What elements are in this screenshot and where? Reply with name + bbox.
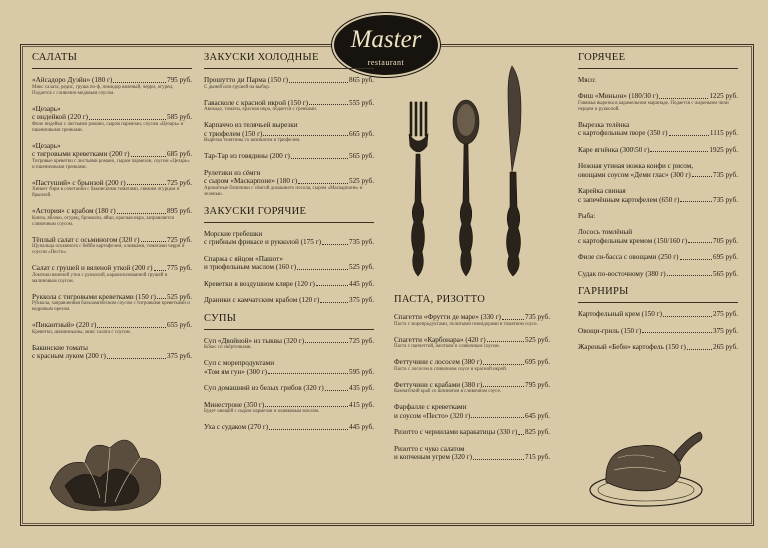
menu-item-price: 895 руб. xyxy=(166,207,192,215)
dot-leader xyxy=(642,332,712,333)
menu-item-price: 595 руб. xyxy=(348,367,374,376)
dot-leader xyxy=(309,104,348,105)
fish-label: Рыба: xyxy=(578,212,596,220)
dot-leader xyxy=(483,364,524,365)
menu-item-row xyxy=(32,76,192,85)
menu-item xyxy=(394,313,550,328)
pasta-column xyxy=(394,294,550,470)
menu-item-name: «Пикантный» (220 г) xyxy=(32,321,97,329)
menu-item-row xyxy=(578,327,738,336)
menu-item-row xyxy=(32,293,192,302)
menu-item-row xyxy=(394,381,550,390)
menu-item-price: 725 руб. xyxy=(348,336,374,345)
dot-leader xyxy=(669,135,709,136)
menu-item xyxy=(32,293,192,314)
menu-item-name: Прошутто ди Парма (150 г) xyxy=(204,76,289,84)
menu-item-name: «Том ям гун» (300 г) xyxy=(204,367,267,376)
menu-item-name: Каре ягнёнка (300\50 г) xyxy=(578,145,650,154)
menu-item-name: Драники с камчатским крабом (120 г) xyxy=(204,296,320,304)
menu-item xyxy=(204,296,374,305)
menu-item-price: 725 руб. xyxy=(166,178,192,187)
menu-item-price: 725 руб. xyxy=(166,235,192,244)
dot-leader xyxy=(297,269,348,270)
dot-leader xyxy=(487,341,524,342)
pasta-list xyxy=(394,313,550,462)
menu-item xyxy=(578,92,738,113)
menu-item-description: Ломтики вяленой утки с рукколой, карамелизованной грушей и малиновым соусом. xyxy=(32,272,168,284)
dot-leader xyxy=(97,327,166,328)
logo-brand: Master xyxy=(350,26,422,53)
menu-item xyxy=(32,142,192,171)
menu-item-price: 795 руб. xyxy=(166,76,192,84)
meat-list xyxy=(578,92,738,204)
menu-item xyxy=(32,264,192,285)
menu-item-name: овощами соусом «Деми глас» (300 г) xyxy=(578,170,691,179)
menu-item-title-line: Фарфалле с креветками xyxy=(394,403,467,411)
menu-item-price: 735 руб. xyxy=(712,170,738,179)
menu-item-row xyxy=(204,368,374,377)
menu-item xyxy=(578,343,738,352)
menu-item-description: Вырезка телятины со шпинатом и трюфелем. xyxy=(204,138,301,143)
menu-item-price: 715 руб. xyxy=(524,453,550,461)
menu-item xyxy=(394,381,550,396)
menu-item-row xyxy=(204,423,374,432)
menu-item-name: Суп домашний из белых грибов (320 г) xyxy=(204,384,324,392)
pasta-heading: ПАСТА, РИЗОТТО xyxy=(394,294,486,305)
menu-item xyxy=(394,336,550,351)
menu-item-row xyxy=(32,150,192,159)
dot-leader xyxy=(131,156,166,157)
salads-list xyxy=(32,76,192,361)
menu-item-name: и трюфельным маслом (160 г) xyxy=(204,263,297,271)
menu-item-price: 735 руб. xyxy=(712,195,738,204)
dot-leader xyxy=(483,386,524,387)
menu-item xyxy=(204,76,374,91)
menu-item-price: 525 руб. xyxy=(524,335,550,344)
salads-column xyxy=(32,52,192,369)
menu-item-title-line: Лосось томлёный xyxy=(578,228,633,236)
cold-appetizers-heading: ЗАКУСКИ ХОЛОДНЫЕ xyxy=(204,52,374,69)
menu-item-row xyxy=(204,296,374,305)
menu-item xyxy=(578,327,738,336)
menu-item-row xyxy=(394,336,550,345)
spoon-icon xyxy=(453,100,479,276)
menu-item-name: Креветки в воздушном кляре (120 г) xyxy=(204,279,315,288)
dot-leader xyxy=(650,151,708,152)
fork-icon xyxy=(409,102,428,276)
menu-item-name: «Астория» с крабом (180 г) xyxy=(32,207,116,215)
menu-item xyxy=(204,121,374,144)
menu-item xyxy=(204,169,374,198)
menu-item-row xyxy=(578,196,738,205)
menu-item-description: Паста с панчеттой, желтком и сливочным соусом. xyxy=(394,344,500,349)
menu-item-description: Кокос со свёрточками. xyxy=(204,345,252,350)
menu-item xyxy=(394,358,550,373)
menu-item-title-line: Нежная утиная ножка конфи с рисом, xyxy=(578,162,694,170)
menu-item xyxy=(394,445,550,462)
menu-item-name: «Пастуший» с брынзой (200 г) xyxy=(32,178,126,187)
dot-leader xyxy=(157,298,166,299)
menu-item-row xyxy=(394,358,550,367)
menu-item-price: 525 руб. xyxy=(166,292,192,301)
menu-item-price: 655 руб. xyxy=(166,321,192,329)
menu-item xyxy=(578,228,738,245)
dot-leader xyxy=(502,319,524,320)
menu-item-row xyxy=(578,310,738,319)
logo-subtitle: restaurant xyxy=(367,58,405,67)
menu-item-row xyxy=(204,76,374,85)
menu-item xyxy=(204,99,374,114)
menu-item-price: 525 руб. xyxy=(348,177,374,185)
menu-item-row xyxy=(394,313,550,322)
menu-item xyxy=(32,105,192,134)
menu-item-description: Руккола, заправленная бальзамическим соусом с тигровыми креветками и кедровым орехом. xyxy=(32,301,190,312)
menu-item-description: С дыней или грушей на выбор. xyxy=(204,84,271,90)
menu-item-description: Ароматные блинчики с сёмгой домашнего посола, сыром «Маскарпоне» и зеленью. xyxy=(204,185,363,197)
menu-item-row xyxy=(204,401,374,410)
dot-leader xyxy=(305,342,348,343)
menu-item-description: Креветки, шампиньоны, микс салата с соусом. xyxy=(32,329,131,335)
menu-item-title-line: «Цезарь» xyxy=(32,141,61,150)
menu-item-title-line: «Цезарь» xyxy=(32,104,61,113)
menu-item-row xyxy=(204,337,374,346)
menu-item-name: Жареный «Беби» картофель (150 г) xyxy=(578,343,686,351)
menu-item-name: Салат с грушей и вяленой уткой (200 г) xyxy=(32,264,153,272)
menu-item xyxy=(32,76,192,97)
menu-item-name: Спагетти «Карбонара» (420 г) xyxy=(394,335,486,344)
menu-item-price: 375 руб. xyxy=(166,352,192,360)
dot-leader xyxy=(113,82,166,83)
menu-item-row xyxy=(32,113,192,122)
dot-leader xyxy=(298,183,348,184)
soups-list xyxy=(204,337,374,432)
dot-leader xyxy=(680,201,712,202)
lettuce-illustration xyxy=(40,418,170,518)
dot-leader xyxy=(291,158,348,159)
menu-item xyxy=(204,423,374,432)
menu-item-name: и соусом «Песто» (320 г) xyxy=(394,411,471,420)
menu-item-row xyxy=(204,280,374,289)
menu-item-name: Филе си-басса с овощами (250 г) xyxy=(578,253,679,261)
menu-item-price: 375 руб. xyxy=(712,326,738,335)
menu-item-price: 685 руб. xyxy=(166,150,192,158)
menu-item xyxy=(32,321,192,336)
menu-item-price: 565 руб. xyxy=(712,269,738,278)
menu-item-name: с картофельным кремом (150/160 г) xyxy=(578,236,688,245)
menu-item xyxy=(32,236,192,257)
dot-leader xyxy=(473,459,524,460)
menu-item xyxy=(32,344,192,361)
menu-item xyxy=(578,162,738,179)
menu-item-row xyxy=(204,99,374,108)
menu-item-title-line: Карпаччо из телячьей вырезки xyxy=(204,121,298,129)
menu-item-row xyxy=(204,177,374,186)
menu-item-price: 375 руб. xyxy=(348,296,374,304)
menu-item xyxy=(578,146,738,155)
menu-item-price: 555 руб. xyxy=(348,98,374,107)
dot-leader xyxy=(127,184,166,185)
menu-item-name: Минестроне (350 г) xyxy=(204,400,265,409)
menu-item-row xyxy=(32,179,192,188)
menu-item-price: 865 руб. xyxy=(348,76,374,84)
menu-item-name: Фиш «Миньон» (180/30 г) xyxy=(578,92,659,100)
menu-item-name: Ризотто с чернилами каракатицы (330 г) xyxy=(394,428,518,436)
menu-item xyxy=(204,401,374,416)
cold-appetizers-list xyxy=(204,76,374,198)
mains-heading: ГОРЯЧЕЕ xyxy=(578,52,738,69)
menu-item-row xyxy=(394,453,550,462)
menu-item-name: Гавасколе с красной икрой (150 г) xyxy=(204,98,309,107)
menu-item xyxy=(394,428,550,437)
menu-item xyxy=(578,270,738,279)
dot-leader xyxy=(269,429,348,430)
menu-item-name: с красным луком (200 г) xyxy=(32,352,106,360)
menu-item-description: Тигровые креветки с листьями романо, сыром пармезан, соусом «Цезарь» и пшеничными гренками. xyxy=(32,158,190,170)
menu-item xyxy=(204,255,374,272)
dot-leader xyxy=(518,434,524,435)
menu-item-price: 265 руб. xyxy=(712,343,738,351)
menu-item-title-line: Карейка свиная xyxy=(578,187,626,195)
menu-item-description: Камчатский краб со шпинатом в сливочном соусе. xyxy=(394,389,502,394)
menu-item-name: Феттучини с лососем (380 г) xyxy=(394,358,483,366)
menu-item-price: 415 руб. xyxy=(348,400,374,409)
menu-item-row xyxy=(32,236,192,245)
menu-item xyxy=(204,152,374,161)
menu-item-price: 735 руб. xyxy=(348,238,374,246)
menu-item-row xyxy=(578,146,738,155)
dot-leader xyxy=(663,316,712,317)
menu-item-name: Феттучини с крабами (380 г) xyxy=(394,380,483,389)
menu-item-title-line: Рулетики из сёмги xyxy=(204,168,261,177)
dot-leader xyxy=(680,259,712,260)
menu-item-row xyxy=(32,207,192,216)
dot-leader xyxy=(265,406,348,407)
dot-leader xyxy=(89,119,166,120)
dot-leader xyxy=(268,373,348,374)
menu-item-price: 445 руб. xyxy=(348,423,374,431)
menu-item-row xyxy=(394,412,550,421)
menu-item-description: Микс салата, редис, груша по-ф, помидор вяленый, черри, огурец. Подается с сливочно-медовым соусом. xyxy=(32,84,174,96)
menu-item-row xyxy=(578,92,738,101)
menu-item-name: Судак по-восточному (380 г) xyxy=(578,269,666,278)
menu-item-name: и копченым угрем (320 г) xyxy=(394,453,473,461)
menu-item-name: Уха с судаком (270 г) xyxy=(204,423,269,431)
menu-item-row xyxy=(578,129,738,138)
menu-item-description: Филе индейки с листьями романо, сыром пармезан, соусом «Цезарь» и пшеничными гренками. xyxy=(32,121,184,133)
menu-item xyxy=(578,187,738,204)
garnish-list xyxy=(578,310,738,352)
menu-item-price: 525 руб. xyxy=(348,263,374,271)
menu-item-row xyxy=(578,253,738,262)
menu-item xyxy=(204,280,374,289)
menu-item xyxy=(32,207,192,228)
menu-item-row xyxy=(204,130,374,139)
menu-item-price: 435 руб. xyxy=(348,384,374,392)
menu-item-title-line: Морские гребешки xyxy=(204,229,263,238)
menu-item-price: 645 руб. xyxy=(524,411,550,420)
dot-leader xyxy=(687,349,712,350)
menu-item-name: с сыром «Маскарпоне» (180 г) xyxy=(204,177,298,185)
menu-item-price: 735 руб. xyxy=(524,313,550,321)
salads-heading: САЛАТЫ xyxy=(32,52,192,69)
dot-leader xyxy=(471,417,524,418)
menu-item-name: Овощи-гриль (150 г) xyxy=(578,326,642,335)
menu-item-name: с индейкой (220 г) xyxy=(32,113,89,121)
menu-item-name: с запечённым картофелем (650 г) xyxy=(578,195,680,204)
menu-item xyxy=(394,403,550,420)
menu-item-price: 705 руб. xyxy=(712,236,738,245)
menu-item-name: «Айсадоро Дуэйн» (180 г) xyxy=(32,76,113,84)
menu-item-description: Говяжья вырезка в карамельном маринаде. Подается с жареными чили перцем и рукколой. xyxy=(578,100,729,112)
dot-leader xyxy=(322,244,348,245)
menu-item-row xyxy=(204,238,374,247)
menu-item-title-line: Вырезка телёнка xyxy=(578,120,630,129)
menu-item-row xyxy=(32,264,192,273)
cutlery-illustration xyxy=(400,62,540,284)
menu-item-description: Кинза, яблоко, огурец, брокколи, яйцо, красная икра, заправляется сливочным соусом. xyxy=(32,215,174,227)
menu-item-price: 1225 руб. xyxy=(709,92,738,100)
dot-leader xyxy=(688,242,712,243)
menu-item-name: Тар-Тар из говядины (200 г) xyxy=(204,152,290,160)
dot-leader xyxy=(263,135,348,136)
dot-leader xyxy=(141,241,166,242)
menu-item-row xyxy=(578,343,738,352)
menu-item xyxy=(578,253,738,262)
menu-item-name: с грибным фрикасе и рукколой (175 г) xyxy=(204,238,321,246)
menu-item-name: Спагетти «Фрутти де маре» (330 г) xyxy=(394,313,501,321)
menu-item-title-line: Ризотто с чуко салатом xyxy=(394,444,465,453)
roast-chicken-illustration xyxy=(584,418,714,514)
menu-item-description: Хинкет тирм в сочетании с бакинскими томатами, свежим огурцом и брынзой. xyxy=(32,187,180,198)
menu-item xyxy=(204,337,374,352)
dot-leader xyxy=(289,82,348,83)
menu-item-row xyxy=(204,263,374,272)
dot-leader xyxy=(117,213,166,214)
menu-item xyxy=(578,310,738,319)
menu-item-description: Авокадо, томаты, красная икра, подается с гренками. xyxy=(204,107,318,112)
menu-item-price: 1925 руб. xyxy=(709,145,738,154)
menu-item xyxy=(32,179,192,200)
menu-item-price: 665 руб. xyxy=(348,129,374,138)
hot-appetizers-list xyxy=(204,230,374,305)
menu-item-description: Щупальца осьминога с бейби картофелем, оливками, томатами черри и соусом «Песто». xyxy=(32,244,185,255)
menu-item-price: 1115 руб. xyxy=(709,129,738,137)
menu-item-name: Тёплый салат с осьминогом (320 г) xyxy=(32,235,140,244)
appetizers-column xyxy=(204,52,374,440)
dot-leader xyxy=(667,275,712,276)
menu-item-title-line: Бакинские томаты xyxy=(32,343,88,352)
menu-item-row xyxy=(578,171,738,180)
menu-item-row xyxy=(204,152,374,161)
menu-item-price: 445 руб. xyxy=(348,279,374,288)
menu-item-price: 585 руб. xyxy=(166,113,192,121)
fish-list xyxy=(578,228,738,278)
menu-item-price: 695 руб. xyxy=(712,253,738,261)
menu-item xyxy=(578,121,738,138)
dot-leader xyxy=(320,302,348,303)
soups-heading: СУПЫ xyxy=(204,313,374,330)
menu-item-name: Картофельный крем (150 г) xyxy=(578,310,662,318)
menu-item-description: Паста с морепродуктами, политыми помидорами в томатном соусе. xyxy=(394,321,538,327)
menu-item-title-line: Спаржа с яйцом «Пашот» xyxy=(204,254,283,263)
menu-item-row xyxy=(394,428,550,437)
menu-item-name: с трюфелем (150 г) xyxy=(204,129,263,138)
menu-item xyxy=(204,359,374,376)
menu-item-name: с картофельным пюре (350 г) xyxy=(578,129,668,137)
menu-item-row xyxy=(204,384,374,393)
dot-leader xyxy=(154,270,166,271)
menu-item-row xyxy=(578,237,738,246)
menu-item-title-line: Суп с морепродуктами xyxy=(204,359,275,367)
mains-column xyxy=(578,52,738,360)
meat-label: Мясо: xyxy=(578,76,596,84)
menu-item-row xyxy=(32,352,192,361)
menu-item-name: Руккола с тигровыми креветками (150 г) xyxy=(32,292,156,301)
menu-item-price: 695 руб. xyxy=(524,358,550,366)
dot-leader xyxy=(692,176,712,177)
menu-item-description: Паста с лососем в сливочном соусе и красной икрой. xyxy=(394,366,508,372)
menu-item-price: 565 руб. xyxy=(348,152,374,160)
dot-leader xyxy=(325,390,348,391)
menu-item-price: 775 руб. xyxy=(166,264,192,272)
dot-leader xyxy=(107,358,166,359)
dot-leader xyxy=(316,285,348,286)
menu-item xyxy=(204,384,374,393)
menu-item-name: с тигровыми креветками (200 г) xyxy=(32,150,130,158)
menu-item xyxy=(204,230,374,247)
garnish-heading: ГАРНИРЫ xyxy=(578,286,738,303)
menu-item-price: 795 руб. xyxy=(524,380,550,389)
menu-item-name: Суп «Двойной» из тыквы (320 г) xyxy=(204,336,305,345)
hot-appetizers-heading: ЗАКУСКИ ГОРЯЧИЕ xyxy=(204,206,374,223)
menu-item-description: Будет овощей с сыром пармезан и оливковым маслом. xyxy=(204,409,320,414)
menu-item-price: 825 руб. xyxy=(524,428,550,436)
knife-icon xyxy=(507,66,522,276)
menu-item-row xyxy=(32,321,192,330)
dot-leader xyxy=(659,98,708,99)
menu-item-row xyxy=(578,270,738,279)
menu-item-price: 275 руб. xyxy=(712,310,738,318)
